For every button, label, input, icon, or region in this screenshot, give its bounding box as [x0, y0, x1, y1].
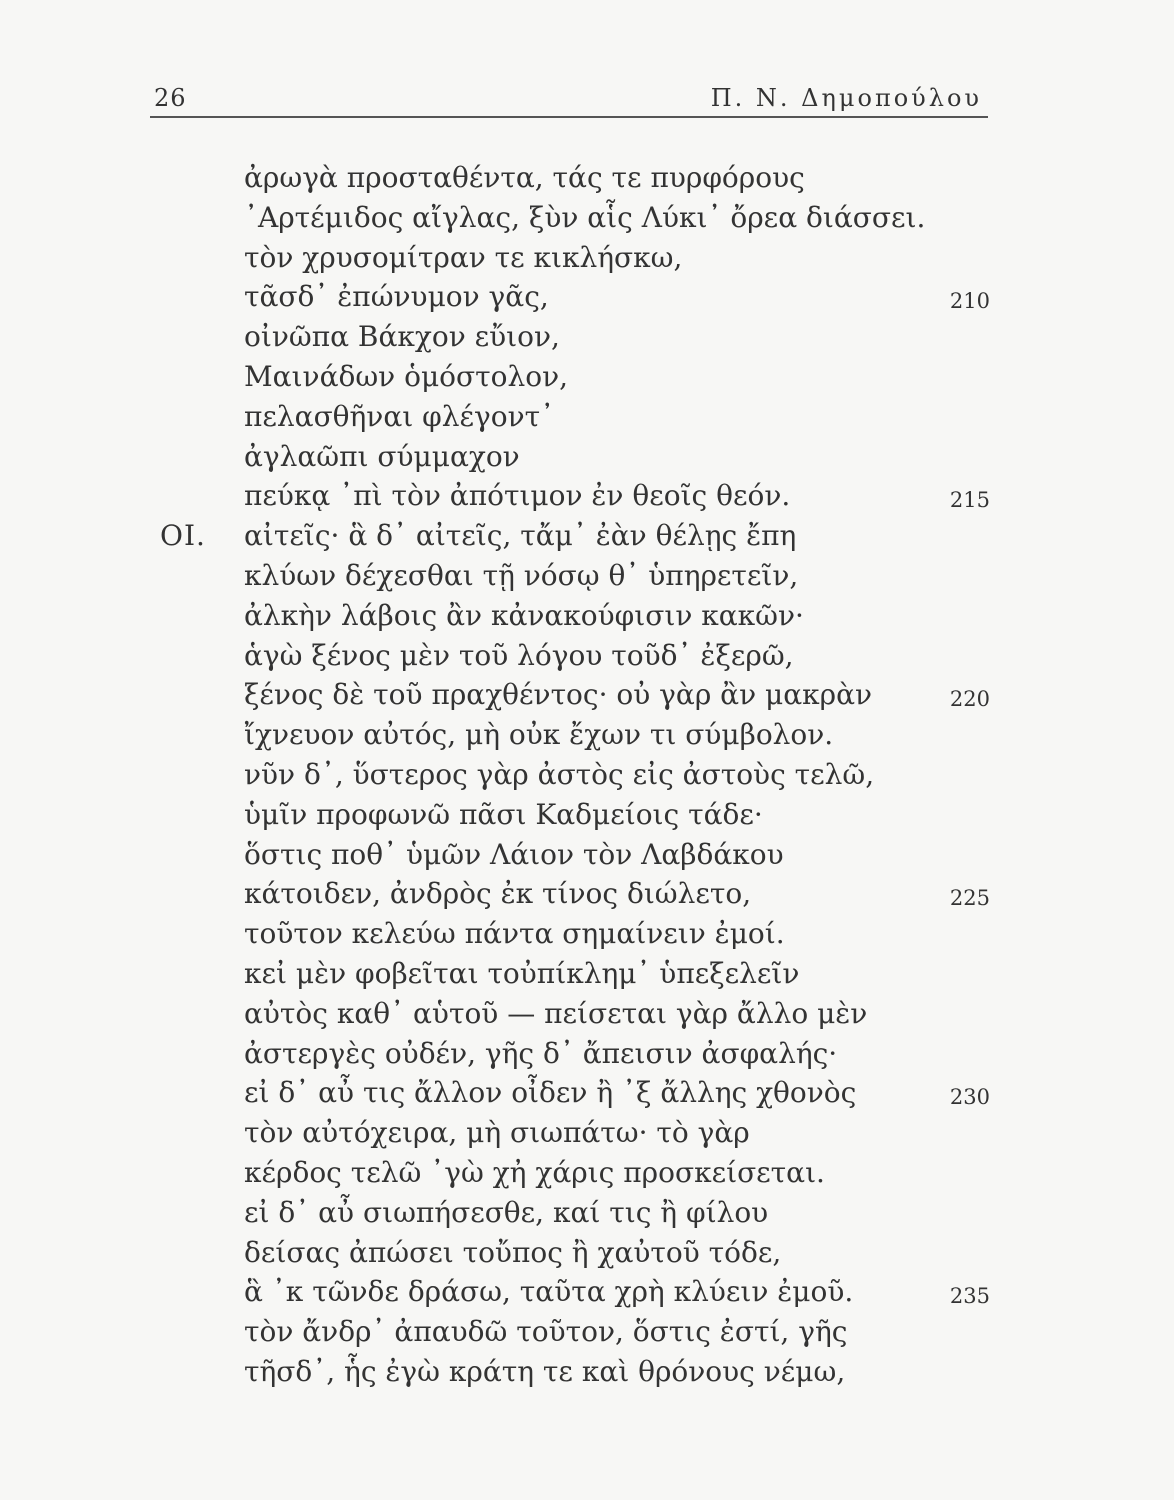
verse-text: ἀγλαῶπι σύμμαχον [244, 439, 520, 473]
verse-line [0, 1272, 1174, 1312]
verse-line [0, 238, 1174, 278]
verse-text: κεἰ μὲν φοβεῖται τοὐπίκλημ᾿ ὑπεξελεῖν [244, 956, 800, 990]
line-number: 235 [949, 1284, 990, 1309]
verse-line [0, 795, 1174, 835]
verse-line [0, 317, 1174, 357]
verse-line [0, 476, 1174, 516]
verse-text: τῆσδ᾿, ἧς ἐγὼ κράτη τε καὶ θρόνους νέμω, [244, 1354, 846, 1388]
verse-text: κλύων δέχεσθαι τῇ νόσῳ θ᾿ ὑπηρετεῖν, [244, 558, 799, 592]
verse-line [0, 994, 1174, 1034]
verse-line [0, 1193, 1174, 1233]
verse-line [0, 874, 1174, 914]
running-head: Π. Ν. Δημοπούλου [710, 84, 982, 112]
page-number: 26 [154, 84, 187, 112]
verse-line [0, 835, 1174, 875]
verse-text: Μαινάδων ὁμόστολον, [244, 359, 568, 393]
verse-text: ὅστις ποθ᾿ ὑμῶν Λάιον τὸν Λαβδάκου [244, 837, 784, 871]
verse-line [0, 437, 1174, 477]
verse-text: ξένος δὲ τοῦ πραχθέντος· οὐ γὰρ ἂν μακρὰν [244, 678, 873, 712]
verse-line [0, 357, 1174, 397]
speaker-label: ΟΙ. [160, 519, 206, 553]
header-rule [150, 116, 988, 118]
verse-text: τὸν χρυσομίτραν τε κικλήσκω, [244, 240, 683, 274]
verse-line [0, 1153, 1174, 1193]
verse-text: ἀστεργὲς οὐδέν, γῆς δ᾿ ἄπεισιν ἀσφαλής· [244, 1036, 838, 1070]
verse-text: τοῦτον κελεύω πάντα σημαίνειν ἐμοί. [244, 917, 785, 951]
verse-line [0, 1233, 1174, 1273]
line-number: 230 [949, 1085, 990, 1110]
verse-text: πελασθῆναι φλέγοντ᾿ [244, 399, 555, 433]
line-number: 220 [949, 687, 990, 712]
verse-text: ἀλκὴν λάβοις ἂν κἀνακούφισιν κακῶν· [244, 598, 804, 632]
verse-text: τὸν ἄνδρ᾿ ἀπαυδῶ τοῦτον, ὅστις ἐστί, γῆς [244, 1315, 848, 1349]
verse-text: ᾿Αρτέμιδος αἴγλας, ξὺν αἷς Λύκι᾿ ὄρεα διάσσει. [244, 200, 926, 234]
verse-text: τὸν αὐτόχειρα, μὴ σιωπάτω· τὸ γὰρ [244, 1116, 750, 1150]
verse-text: νῦν δ᾿, ὕστερος γὰρ ἀστὸς εἰς ἀστοὺς τελῶ, [244, 757, 875, 791]
verse-line [0, 158, 1174, 198]
verse-line [0, 914, 1174, 954]
verse-line [0, 556, 1174, 596]
verse-line [0, 1352, 1174, 1392]
verse-text: οἰνῶπα Βάκχον εὔιον, [244, 320, 560, 354]
line-number: 215 [949, 488, 990, 513]
verse-block [0, 158, 1174, 1392]
verse-text: πεύκᾳ ᾽πὶ τὸν ἀπότιμον ἐν θεοῖς θεόν. [244, 479, 791, 513]
verse-text: εἰ δ᾿ αὖ τις ἄλλον οἶδεν ἢ ᾽ξ ἄλλης χθονὸς [244, 1076, 857, 1110]
verse-text: ἀρωγὰ προσταθέντα, τάς τε πυρφόρους [244, 161, 805, 194]
verse-text: αὐτὸς καθ᾿ αὑτοῦ — πείσεται γὰρ ἄλλο μὲν [244, 996, 868, 1030]
verse-line [0, 397, 1174, 437]
verse-line [0, 675, 1174, 715]
line-number: 225 [949, 886, 990, 911]
verse-line [0, 516, 1174, 556]
verse-text: αἰτεῖς· ἃ δ᾿ αἰτεῖς, τἄμ᾿ ἐὰν θέλῃς ἔπη [244, 519, 797, 553]
verse-line [0, 715, 1174, 755]
verse-text: κέρδος τελῶ ᾽γὼ χἠ χάρις προσκείσεται. [244, 1155, 825, 1189]
verse-text: εἰ δ᾿ αὖ σιωπήσεσθε, καί τις ἢ φίλου [244, 1195, 769, 1229]
verse-line [0, 755, 1174, 795]
verse-line [0, 636, 1174, 676]
verse-text: ὑμῖν προφωνῶ πᾶσι Καδμείοις τάδε· [244, 797, 763, 831]
line-number: 210 [949, 289, 990, 314]
verse-text: τᾶσδ᾿ ἐπώνυμον γᾶς, [244, 280, 549, 314]
verse-text: ἃ ᾽κ τῶνδε δράσω, ταῦτα χρὴ κλύειν ἐμοῦ. [244, 1275, 854, 1309]
verse-line [0, 1034, 1174, 1074]
verse-text: κάτοιδεν, ἀνδρὸς ἐκ τίνος διώλετο, [244, 877, 752, 911]
verse-line [0, 1073, 1174, 1113]
page-header [150, 80, 988, 116]
verse-line [0, 1113, 1174, 1153]
verse-line [0, 596, 1174, 636]
verse-text: ἁγὼ ξένος μὲν τοῦ λόγου τοῦδ᾿ ἐξερῶ, [244, 638, 794, 672]
verse-line [0, 277, 1174, 317]
verse-line [0, 1312, 1174, 1352]
verse-text: ἴχνευον αὐτός, μὴ οὐκ ἔχων τι σύμβολον. [244, 718, 834, 752]
verse-line [0, 954, 1174, 994]
verse-text: δείσας ἀπώσει τοὔπος ἢ χαὐτοῦ τόδε, [244, 1235, 782, 1269]
verse-line [0, 198, 1174, 238]
